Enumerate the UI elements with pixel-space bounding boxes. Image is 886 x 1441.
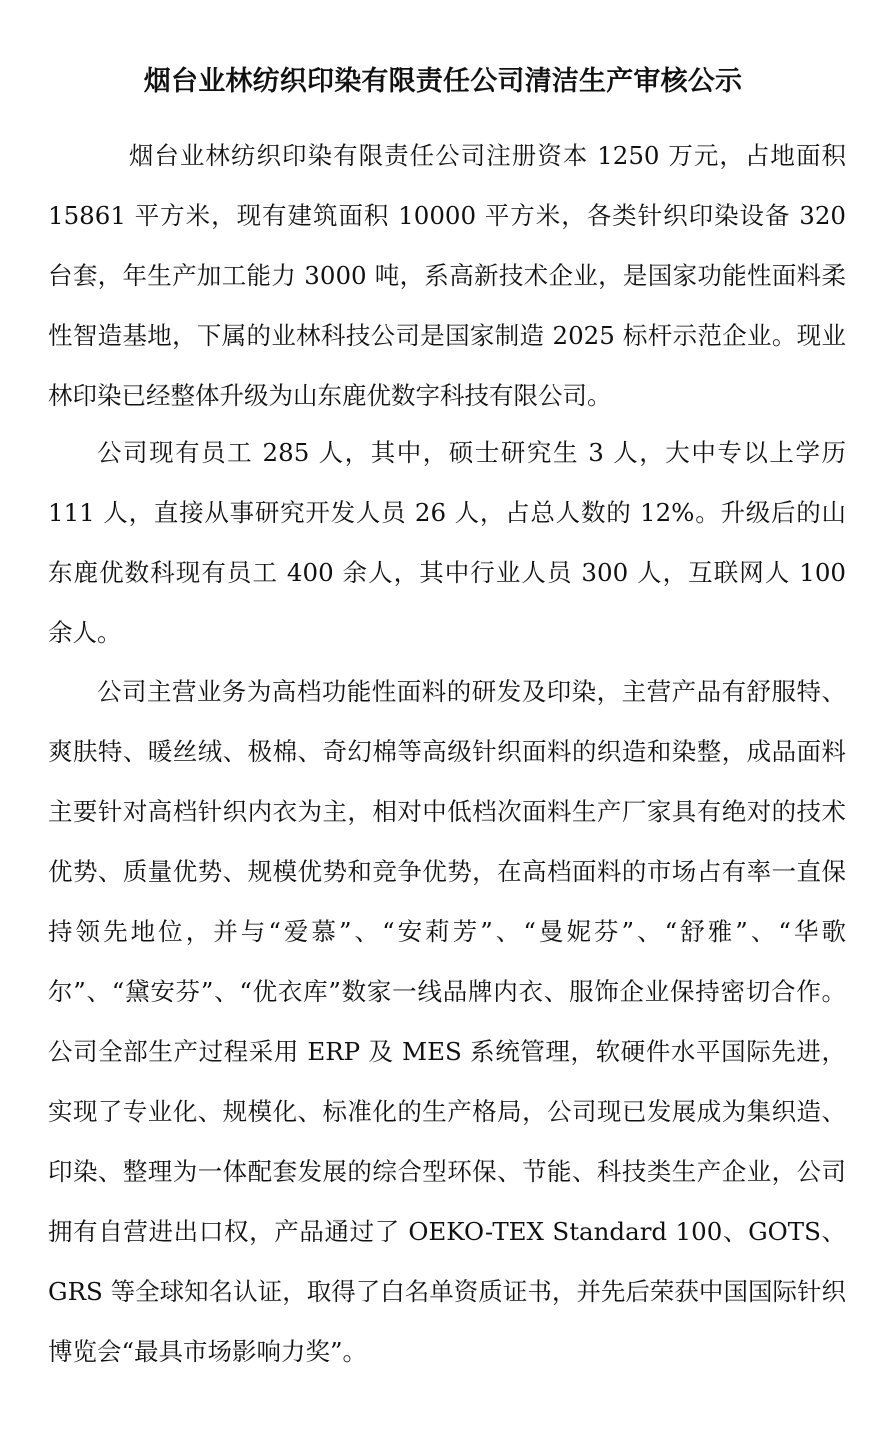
paragraph-staff — [48, 423, 846, 663]
page-title: 烟台业林纺织印染有限责任公司清洁生产审核公示 — [143, 66, 743, 98]
paragraph-company-overview — [48, 126, 846, 426]
paragraph-text: 公司主营业务为高档功能性面料的研发及印染，主营产品有舒服特、爽肤特、暖丝绒、极棉、奇幻棉等高级针织面料的织造和染整，成品面料主要针对高档针织内衣为主，相对中低档次面料生产厂家具有绝对的技术优势、质量优势、规模优势和竞争优势，在高档面料的市场占有率一直保持领先地位，并与“爱慕”、“安莉芳”、“曼妮芬”、“舒雅”、“华歌尔”、“黛安芬”、“优衣库”数家一线品牌内衣、服饰企业保持密切合作。 公司全部生产过程采用 ERP 及 MES 系统管理，软硬件水平国际先进，实现了专业化、规模化、标准化的生产格局，公司现已发展成为集织造、印染、整理为一体配套发展的综合型环保、节能、科技类生产企业，公司拥有自营进出口权，产品通过了 OEKO-TEX Standard 100、GOTS、GRS 等全球知名认证，取得了白名单资质证书，并先后荣获中国国际针织博览会“最具市场影响力奖”。 — [48, 677, 846, 1366]
paragraph-text: 烟台业林纺织印染有限责任公司注册资本 1250 万元，占地面积 15861 平方米，现有建筑面积 10000 平方米，各类针织印染设备 320 台套，年生产加工能力 3000 吨，系高新技术企业，是国家功能性面料柔性智造基地，下属的业林科技公司是国家制造 2025 标杆示范企业。现业林印染已经整体升级为山东鹿优数字科技有限公司。 — [48, 141, 846, 410]
paragraph-text: 公司现有员工 285 人，其中，硕士研究生 3 人，大中专以上学历 111 人，直接从事研究开发人员 26 人，占总人数的 12%。升级后的山东鹿优数科现有员工 400 余人，其中行业人员 300 人，互联网人 100 余人。 — [48, 438, 846, 647]
paragraph-business — [48, 662, 846, 1382]
